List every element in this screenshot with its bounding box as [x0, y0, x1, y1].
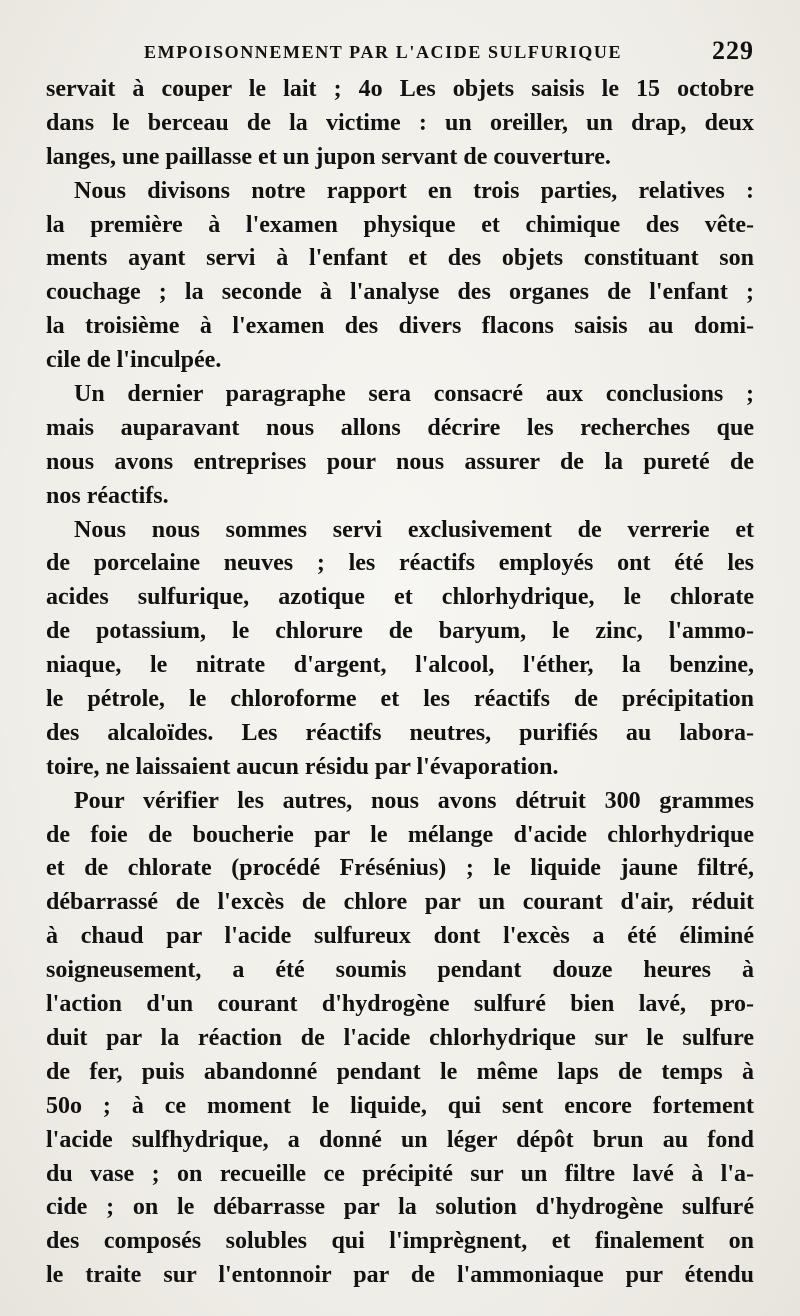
text-line: niaque, le nitrate d'argent, l'alcool, l'éther, la benzine, — [46, 652, 754, 679]
text-line: du vase ; on recueille ce précipité sur un filtre lavé à l'a- — [46, 1160, 754, 1187]
running-title: EMPOISONNEMENT PAR L'ACIDE SULFURIQUE — [144, 42, 623, 62]
text-line: des alcaloïdes. Les réactifs neutres, purifiés au labora- — [46, 719, 754, 746]
text-line: à chaud par l'acide sulfureux dont l'excès a été éliminé — [46, 923, 754, 950]
text-line: acides sulfurique, azotique et chlorhydrique, le chlorate — [46, 584, 754, 611]
paragraph-start-line: Nous nous sommes servi exclusivement de verrerie et — [74, 516, 754, 543]
text-line: servait à couper le lait ; 4o Les objets saisis le 15 octobre — [46, 76, 754, 102]
text-line: nos réactifs. — [46, 482, 169, 509]
text-line: cide ; on le débarrasse par la solution d'hydrogène sulfuré — [46, 1194, 754, 1221]
text-line: de foie de boucherie par le mélange d'acide chlorhydrique — [46, 821, 754, 848]
text-line: mais auparavant nous allons décrire les recherches que — [46, 414, 754, 441]
text-line: l'action d'un courant d'hydrogène sulfuré bien lavé, pro- — [46, 991, 754, 1018]
text-line: cile de l'inculpée. — [46, 347, 222, 374]
text-line: dans le berceau de la victime : un oreiller, un drap, deux — [46, 109, 754, 136]
text-line: et de chlorate (procédé Frésénius) ; le liquide jaune filtré, — [46, 855, 754, 882]
text-line: des composés solubles qui l'imprègnent, et finalement on — [46, 1228, 754, 1255]
text-line: le pétrole, le chloroforme et les réactifs de précipitation — [46, 686, 754, 713]
text-line: de fer, puis abandonné pendant le même laps de temps à — [46, 1058, 754, 1085]
text-line: duit par la réaction de l'acide chlorhydrique sur le sulfure — [46, 1024, 754, 1051]
page-header — [46, 36, 754, 68]
text-line: toire, ne laissaient aucun résidu par l'évaporation. — [46, 753, 559, 780]
text-line: la troisième à l'examen des divers flacons saisis au domi- — [46, 313, 754, 340]
text-line: de porcelaine neuves ; les réactifs employés ont été les — [46, 550, 754, 577]
text-line: le traite sur l'entonnoir par de l'ammoniaque pur étendu — [46, 1262, 754, 1289]
text-line: débarrassé de l'excès de chlore par un courant d'air, réduit — [46, 889, 754, 916]
text-line: nous avons entreprises pour nous assurer de la pureté de — [46, 448, 754, 475]
text-line: langes, une paillasse et un jupon servant de couverture. — [46, 143, 611, 170]
text-line: de potassium, le chlorure de baryum, le zinc, l'ammo- — [46, 618, 754, 645]
text-line: la première à l'examen physique et chimique des vête- — [46, 211, 754, 238]
text-line: soigneusement, a été soumis pendant douze heures à — [46, 957, 754, 984]
paragraph-start-line: Pour vérifier les autres, nous avons détruit 300 grammes — [74, 787, 754, 814]
text-line: 50o ; à ce moment le liquide, qui sent encore fortement — [46, 1092, 754, 1119]
text-line: ments ayant servi à l'enfant et des objets constituant son — [46, 245, 754, 272]
paragraph-start-line: Un dernier paragraphe sera consacré aux conclusions ; — [74, 381, 754, 408]
text-line: couchage ; la seconde à l'analyse des organes de l'enfant ; — [46, 279, 754, 306]
text-line: l'acide sulfhydrique, a donné un léger dépôt brun au fond — [46, 1126, 754, 1153]
paragraph-start-line: Nous divisons notre rapport en trois parties, relatives : — [74, 177, 754, 204]
page-body — [46, 73, 754, 1293]
page-number: 229 — [712, 36, 754, 65]
